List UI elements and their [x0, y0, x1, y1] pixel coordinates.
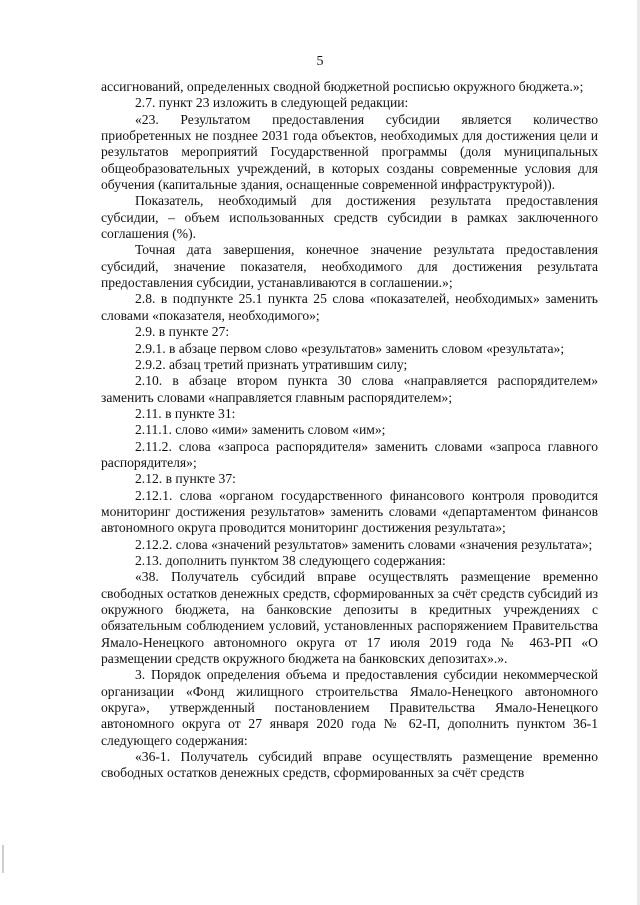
page-number: 5: [316, 54, 324, 69]
paragraph: 2.12. в пункте 37:: [135, 471, 236, 487]
paragraph: «38. Получатель субсидий вправе осуществлять размещение временно свободных остатков денежных средств, сформированных за счёт средств субсидий из окружного бюджета, на банковские депозиты в кредитных учреждениях с обязательным соблюдением условий, установленных распоряжением Правительства Ямало-Ненецкого автономного округа от 17 июля 2019 года № 463-РП «О размещении средств окружного бюджета на банковских депозитах».».: [101, 569, 598, 667]
paragraph: 2.11.2. слова «запроса распорядителя» заменить словами «запроса главного распорядителя»;: [101, 438, 598, 470]
paragraph: 2.13. дополнить пунктом 38 следующего содержания:: [135, 552, 446, 568]
scan-mark: [2, 845, 4, 873]
paragraph: 2.9.2. абзац третий признать утратившим силу;: [135, 356, 408, 372]
paragraph: 2.10. в абзаце втором пункта 30 слова «направляется распорядителем» заменить словами «направляется главным распорядителем»;: [101, 373, 598, 405]
paragraph: 2.8. в подпункте 25.1 пункта 25 слова «показателей, необходимых» заменить словами «показателя, необходимого»;: [101, 291, 598, 323]
paragraph: 3. Порядок определения объема и предоставления субсидии некоммерческой организации «Фонд жилищного строительства Ямало-Ненецкого автономного округа», утвержденный постановлением Правительства Ямало-Ненецкого автономного округа от 27 января 2020 года № 62-П, дополнить пунктом 36-1 следующего содержания:: [101, 667, 598, 748]
paragraph: ассигнований, определенных сводной бюджетной росписью окружного бюджета.»;: [101, 79, 584, 94]
document-body: [101, 79, 598, 782]
paragraph: 2.11. в пункте 31:: [135, 405, 236, 421]
paragraph: 2.9. в пункте 27:: [135, 324, 230, 340]
paragraph: 2.11.1. слово «ими» заменить словом «им»;: [135, 422, 386, 438]
paragraph: «23. Результатом предоставления субсидии является количество приобретенных не позднее 2031 года объектов, необходимых для достижения цели и результатов мероприятий Государственной программы (доля муниципальных общеобразовательных учреждений, в которых созданы современные условия для обучения (капитальные здания, оснащенные современной инфраструктурой)).: [101, 111, 598, 193]
paragraph: Точная дата завершения, конечное значение результата предоставления субсидий, значение показателя, необходимого для достижения результата предоставления субсидии, устанавливаются в соглашении.»;: [101, 242, 598, 291]
paragraph: Показатель, необходимый для достижения результата предоставления субсидии, – объем использованных средств субсидии в рамках заключенного соглашения (%).: [101, 193, 598, 242]
paragraph: 2.7. пункт 23 изложить в следующей редакции:: [135, 95, 409, 111]
paragraph: 2.12.2. слова «значений результатов» заменить словами «значения результата»;: [135, 536, 593, 552]
paragraph: 2.12.1. слова «органом государственного финансового контроля проводится мониторинг достижения результатов» заменить словами «департаментом финансов автономного округа проводится мониторинг достижения результата»;: [101, 487, 598, 536]
paragraph: 2.9.1. в абзаце первом слово «результатов» заменить словом «результата»;: [135, 340, 565, 356]
paragraph: «36-1. Получатель субсидий вправе осуществлять размещение временно свободных остатков денежных средств, сформированных за счёт средств: [101, 749, 598, 781]
